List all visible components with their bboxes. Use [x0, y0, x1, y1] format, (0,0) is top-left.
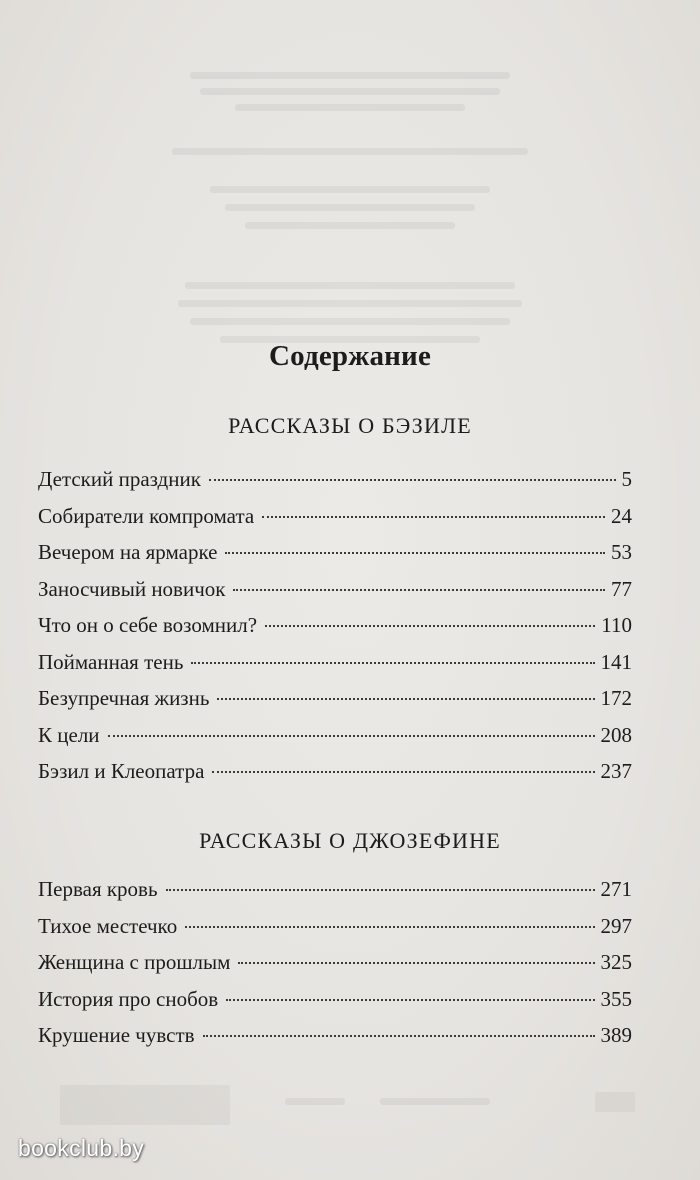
toc-entry [38, 540, 632, 577]
toc-entry [38, 987, 632, 1024]
dot-leader [209, 479, 616, 481]
toc-entry-title: Что он о себе возомнил? [38, 613, 258, 637]
dot-leader [212, 771, 594, 773]
toc-entry-title: Первая кровь [38, 877, 158, 901]
toc-entry-page: 77 [611, 576, 632, 601]
toc-entry-page: 297 [600, 913, 632, 938]
toc-entry [38, 877, 632, 914]
toc-entry-page: 172 [600, 686, 632, 710]
dot-leader [185, 926, 594, 928]
dot-leader [262, 516, 605, 518]
toc-entry-page: 271 [600, 877, 632, 901]
toc-entry-page: 325 [600, 950, 632, 974]
dot-leader [166, 889, 595, 891]
toc-entry-page: 355 [600, 986, 632, 1011]
toc-entry [38, 950, 632, 987]
toc-entry-title: К цели [38, 722, 100, 747]
dot-leader [265, 625, 595, 627]
toc-entry-page: 53 [611, 540, 632, 564]
toc-entry-title: Крушение чувств [38, 1023, 195, 1047]
toc-entry-title: Вечером на ярмарке [38, 540, 218, 564]
toc-entry-title: История про снобов [38, 986, 219, 1011]
site-watermark: bookclub.by [18, 1135, 145, 1161]
toc-list-josephine [38, 877, 632, 1060]
dot-leader [233, 589, 605, 591]
toc-entry-title: Детский праздник [38, 467, 201, 491]
toc-entry-title: Собиратели компромата [38, 503, 255, 528]
dot-leader [191, 662, 594, 664]
toc-entry-title: Пойманная тень [38, 649, 184, 674]
toc-entry-page: 208 [600, 722, 632, 747]
toc-entry-title: Заносчивый новичок [38, 576, 226, 601]
toc-entry-page: 24 [611, 503, 632, 528]
toc-entry-page: 5 [621, 467, 632, 491]
toc-entry [38, 723, 632, 760]
toc-entry [38, 577, 632, 614]
dot-leader [225, 552, 605, 554]
toc-entry-title: Безупречная жизнь [38, 686, 210, 710]
toc-entry [38, 504, 632, 541]
contents-heading: Содержание [268, 340, 432, 372]
dot-leader [238, 962, 594, 964]
dot-leader [217, 698, 594, 700]
dot-leader [226, 999, 594, 1001]
toc-entry-page: 141 [600, 649, 632, 674]
toc-entry [38, 613, 632, 650]
toc-entry [38, 1023, 632, 1060]
toc-entry-page: 110 [601, 613, 632, 637]
toc-entry [38, 914, 632, 951]
toc-entry-title: Женщина с прошлым [38, 950, 231, 974]
toc-entry-title: Тихое местечко [38, 913, 178, 938]
dot-leader [203, 1035, 595, 1037]
dot-leader [108, 735, 595, 737]
toc-entry [38, 759, 632, 796]
toc-entry [38, 650, 632, 687]
toc-entry-page: 389 [600, 1023, 632, 1047]
toc-entry-title: Бэзил и Клеопатра [38, 759, 205, 783]
section-title-josephine: РАССКАЗЫ О ДЖОЗЕФИНЕ [199, 828, 501, 853]
toc-entry-page: 237 [600, 759, 632, 783]
section-title-basil: РАССКАЗЫ О БЭЗИЛЕ [228, 413, 472, 438]
toc-list-basil [38, 467, 632, 796]
toc-entry [38, 467, 632, 504]
toc-entry [38, 686, 632, 723]
